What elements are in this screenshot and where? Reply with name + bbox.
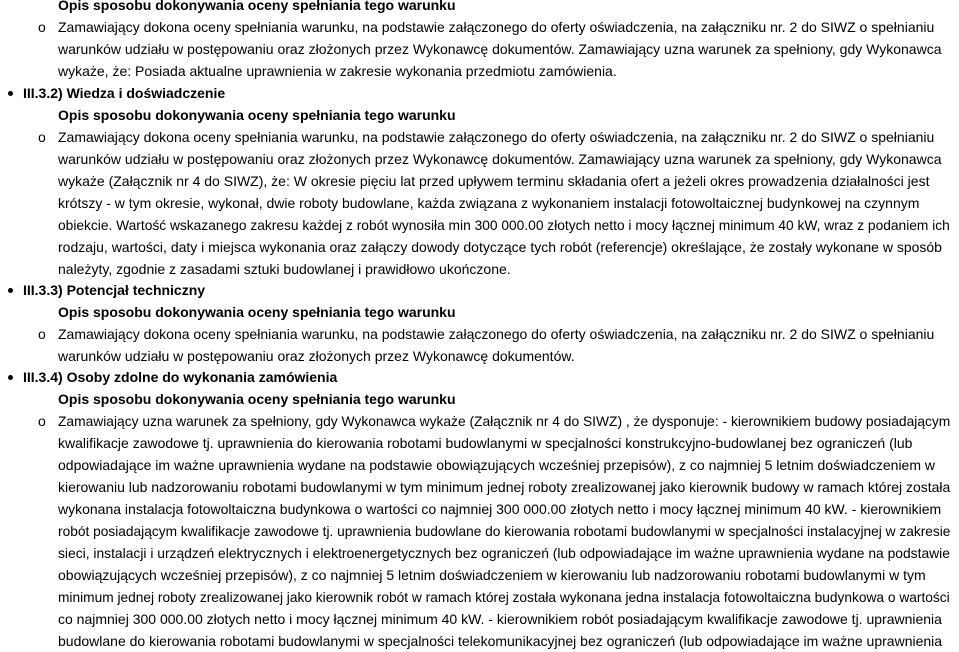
section-2-marker: o [38, 129, 46, 145]
section-2-line-0: Zamawiający dokona oceny spełniania warunku, na podstawie załączonego do oferty oświadczenia, na załączniku nr. 2 do SIWZ o spełnianiu [58, 129, 935, 145]
section-3-marker: o [38, 326, 46, 342]
section-4-heading: Opis sposobu dokonywania oceny spełniania tego warunku [58, 391, 456, 407]
section-3-title: III.3.3) Potencjał techniczny [23, 282, 206, 298]
section-2-line-5: rodzaju, wartości, daty i miejsca wykonania oraz załączy dowody dotyczące tych robót (referencje) określające, że zostały wykonane w sposób [58, 239, 942, 255]
section-4-line-2: odpowiadające im ważne uprawnienia wydane na podstawie obowiązujących wcześniej przepisów), z co najmniej 5 letnim doświadczeniem w [58, 457, 936, 473]
section-4-line-8: minimum jednej roboty zrealizowanej jako kierownik robót w ramach której została wykonana jedna instalacja fotowoltaiczna budynkowa o wartości [58, 589, 950, 605]
section-4-line-0: Zamawiający uzna warunek za spełniony, gdy Wykonawca wykaże (Załącznik nr 4 do SIWZ) , że dysponuje: - kierownikiem budowy posiadającym [58, 413, 951, 429]
section-2-line-1: warunków udziału w postępowaniu oraz złożonych przez Wykonawcę dokumentów. Zamawiający uzna warunek za spełniony, gdy Wykonawca [58, 151, 942, 167]
section-3-line-0: Zamawiający dokona oceny spełniania warunku, na podstawie załączonego do oferty oświadczenia, na załączniku nr. 2 do SIWZ o spełnianiu [58, 326, 935, 342]
section-1-marker: o [38, 19, 46, 35]
bullet-icon [8, 375, 13, 380]
section-4-line-7: obowiązujących wcześniej przepisów), z co najmniej 5 letnim doświadczeniem w kierowaniu lub nadzorowaniu robotami budowlanymi w tym [58, 567, 926, 583]
section-3-heading: Opis sposobu dokonywania oceny spełniania tego warunku [58, 304, 456, 320]
section-4-line-10: budowlane do kierowania robotami budowlanymi w specjalności telekomunikacyjnej bez ograniczeń (lub odpowiadające im ważne uprawnienia [58, 633, 943, 649]
section-2-heading: Opis sposobu dokonywania oceny spełniania tego warunku [58, 107, 456, 123]
section-4-title: III.3.4) Osoby zdolne do wykonania zamówienia [23, 369, 338, 385]
section-4-marker: o [38, 413, 46, 429]
section-4-line-6: sieci, instalacji i urządzeń elektrycznych i elektroenergetycznych bez ograniczeń (lub odpowiadające im ważne uprawnienia wydane na podstawie [58, 545, 950, 561]
section-2-line-6: należyty, zgodnie z zasadami sztuki budowlanej i prawidłowo ukończone. [58, 261, 511, 277]
section-2-title: III.3.2) Wiedza i doświadczenie [23, 85, 226, 101]
section-2-line-4: obiekcie. Wartość wskazanego zakresu każdej z robót wynosiła min 300 000.00 złotych netto i mocy łącznej minimum 40 kW, wraz z podaniem ich [58, 217, 950, 233]
section-3-line-1: warunków udziału w postępowaniu oraz złożonych przez Wykonawcę dokumentów. [58, 348, 575, 364]
bullet-icon [8, 288, 13, 293]
section-1-line-0: Zamawiający dokona oceny spełniania warunku, na podstawie załączonego do oferty oświadczenia, na załączniku nr. 2 do SIWZ o spełnianiu [58, 19, 935, 35]
section-4-line-9: co najmniej 300 000.00 złotych netto i mocy łącznej minimum 40 kW. - kierownikiem robót posiadającym kwalifikacje zawodowe tj. uprawnienia [58, 611, 942, 627]
section-4-line-5: robót posiadającym kwalifikacje zawodowe tj. uprawnienia budowlane do kierowania robotami budowlanymi w specjalności instalacyjnej w zakresie [58, 523, 951, 539]
section-1-line-2: wykaże, że: Posiada aktualne uprawnienia w zakresie wykonania przedmiotu zamówienia. [58, 63, 617, 79]
section-4-line-4: wykonana instalacja fotowoltaiczna budynkowa o wartości co najmniej 300 000.00 złotych netto i mocy łącznej minimum 40 kW. - kierownikiem [58, 501, 942, 517]
section-1-line-1: warunków udziału w postępowaniu oraz złożonych przez Wykonawcę dokumentów. Zamawiający uzna warunek za spełniony, gdy Wykonawca [58, 41, 942, 57]
section-2-line-2: wykaże (Załącznik nr 4 do SIWZ), że: W okresie pięciu lat przed upływem terminu składania ofert a jeżeli okres prowadzenia działalności jest [58, 173, 930, 189]
section-2-line-3: krótszy - w tym okresie, wykonał, dwie roboty budowlane, każda związana z wykonaniem instalacji fotowoltaicznej budynkowej na czynnym [58, 195, 920, 211]
section-4-line-3: kierowaniu lub nadzorowaniu robotami budowlanymi w tym minimum jednej roboty zrealizowanej jako kierownik budowy w ramach której została [58, 479, 951, 495]
bullet-icon [8, 91, 13, 96]
section-1-heading: Opis sposobu dokonywania oceny spełniania tego warunku [58, 0, 456, 13]
section-4-line-1: kwalifikacje zawodowe tj. uprawnienia do kierowania robotami budowlanymi w specjalności konstrukcyjno-budowlanej bez ograniczeń (lub [58, 435, 913, 451]
